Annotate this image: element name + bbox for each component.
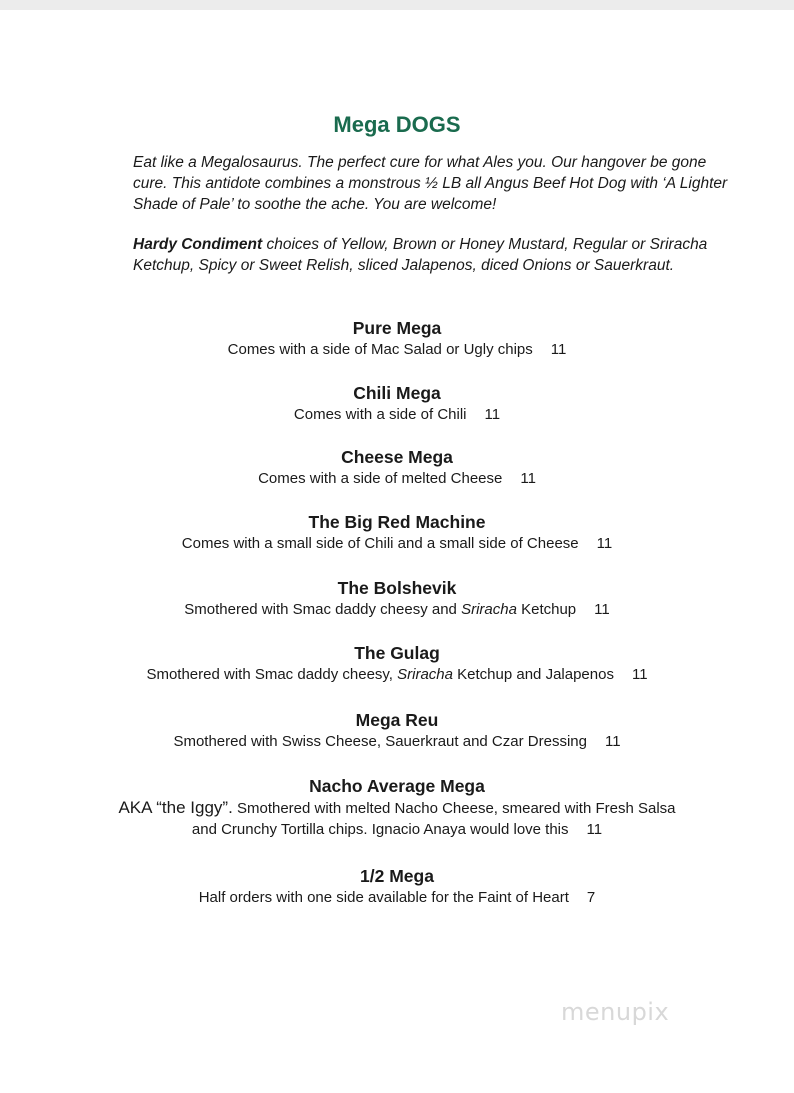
condiments-text: [133, 234, 733, 276]
item-name: The Gulag: [354, 643, 440, 663]
item-price: 11: [631, 666, 648, 683]
item-description: Smothered with Smac daddy cheesy and Sriracha Ketchup 11: [184, 601, 610, 618]
item-price: 7: [586, 889, 596, 906]
section-title: Mega DOGS: [333, 112, 461, 137]
item-description: Comes with a small side of Chili and a small side of Cheese 11: [181, 535, 613, 552]
top-border: [0, 0, 794, 10]
menu-item-big-red-machine: [0, 511, 794, 554]
item-price: 11: [604, 733, 621, 750]
menu-item-bolshevik: [0, 577, 794, 620]
item-price: 11: [596, 535, 613, 552]
menu-item-chili-mega: [0, 382, 794, 425]
item-name: Mega Reu: [355, 710, 439, 730]
item-description: Comes with a side of Chili 11: [293, 406, 501, 423]
item-name: Cheese Mega: [341, 447, 453, 467]
item-price: 11: [484, 406, 501, 423]
menu-item-gulag: [0, 642, 794, 685]
item-price: 11: [586, 821, 603, 838]
item-description: Smothered with Smac daddy cheesy, Sriracha Ketchup and Jalapenos 11: [146, 666, 648, 683]
item-name: 1/2 Mega: [360, 866, 434, 886]
menu-item-pure-mega: [0, 317, 794, 360]
item-name: The Bolshevik: [337, 578, 457, 598]
item-price: 11: [520, 470, 536, 487]
item-description: Comes with a side of Mac Salad or Ugly chips 11: [227, 341, 567, 358]
item-name: The Big Red Machine: [308, 512, 486, 532]
item-name: Nacho Average Mega: [309, 776, 485, 796]
menu-item-nacho-average-mega: [0, 775, 794, 840]
item-description: Half orders with one side available for the Faint of Heart 7: [198, 889, 596, 906]
item-price: 11: [594, 601, 610, 618]
watermark: menupix: [561, 998, 670, 1026]
item-description: AKA “the Iggy”. Smothered with melted Nacho Cheese, smeared with Fresh Salsa and Crunchy Tortilla chips. Ignacio Anaya would love this 11: [118, 798, 676, 838]
intro-text: Eat like a Megalosaurus. The perfect cure for what Ales you. Our hangover be gone cure. This antidote combines a monstrous ½ LB all Angus Beef Hot Dog with ‘A Lighter Shade of Pale’ to soothe the ache. You are welcome!: [133, 154, 728, 213]
condiments-label: Hardy Condiment: [133, 236, 263, 253]
menu-item-half-mega: [0, 865, 794, 908]
item-description: Comes with a side of melted Cheese 11: [258, 470, 536, 487]
item-name: Chili Mega: [353, 383, 441, 403]
item-name: Pure Mega: [352, 318, 442, 338]
condiments-choices: choices of Yellow, Brown or Honey Mustard, Regular or Sriracha Ketchup, Spicy or Sweet Relish, sliced Jalapenos, diced Onions or Sauerkraut.: [133, 236, 708, 274]
menu-item-mega-reu: [0, 709, 794, 752]
menu-item-cheese-mega: [0, 446, 794, 489]
item-description: Smothered with Swiss Cheese, Sauerkraut and Czar Dressing 11: [173, 733, 621, 750]
item-price: 11: [550, 341, 567, 358]
